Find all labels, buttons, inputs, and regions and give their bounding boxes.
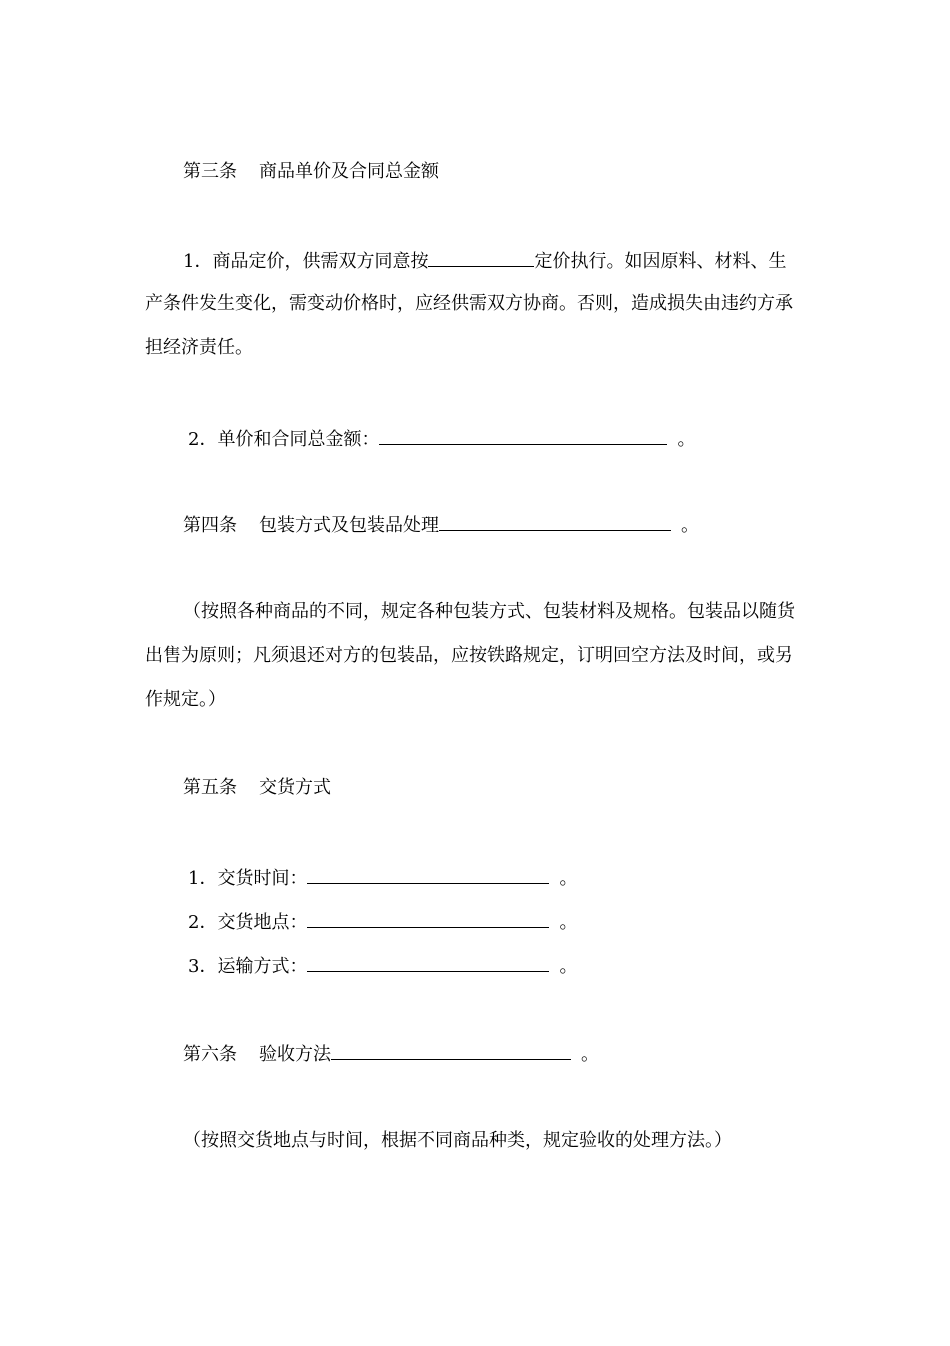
article4-heading: 第四条 包装方式及包装品处理 。 [183,512,699,536]
acceptance-method-field[interactable] [331,1041,571,1060]
article4-note-line1: （按照各种商品的不同，规定各种包装方式、包装材料及规格。包装品以随货 [183,601,795,622]
article5-item-delivery-time: 1．交货时间： 。 [188,865,577,889]
article3-heading-title: 商品单价及合同总金额 [259,161,439,182]
article6-heading-number: 第六条 [183,1044,237,1065]
article3-p2: 2．单价和合同总金额： 。 [188,426,695,450]
article6-note: （按照交货地点与时间，根据不同商品种类，规定验收的处理方法。） [183,1130,732,1151]
delivery-time-field[interactable] [307,865,549,884]
article3-p2-label: 单价和合同总金额： [217,429,380,450]
article5-item-delivery-place: 2．交货地点： 。 [188,909,577,933]
article3-p1-number: 1． [183,251,213,272]
article5-heading-title: 交货方式 [259,777,331,798]
article3-heading [183,160,439,184]
article3-heading-number: 第三条 [183,161,237,182]
article6-heading: 第六条 验收方法 。 [183,1041,599,1065]
unit-price-total-field[interactable] [379,426,667,445]
article6-heading-title: 验收方法 [259,1044,331,1065]
article5-heading [183,776,331,800]
article4-heading-title: 包装方式及包装品处理 [259,515,439,536]
price-basis-field[interactable] [428,248,534,267]
transport-method-field[interactable] [307,953,549,972]
delivery-place-field[interactable] [307,909,549,928]
article5-item-transport-method: 3．运输方式： 。 [188,953,577,977]
article4-note-line2: 出售为原则；凡须退还对方的包装品，应按铁路规定，订明回空方法及时间，或另 [145,645,793,666]
article3-p1-line1: 1．商品定价，供需双方同意按 定价执行。如因原料、材料、生 [183,248,786,272]
article4-heading-number: 第四条 [183,515,237,536]
article4-note-line3: 作规定。） [145,689,226,710]
article3-p1-line2: 产条件发生变化，需变动价格时，应经供需双方协商。否则，造成损失由违约方承 [145,293,793,314]
article5-heading-number: 第五条 [183,777,237,798]
article3-p1-line3: 担经济责任。 [145,337,253,358]
article3-p2-number: 2． [188,429,218,450]
packaging-field[interactable] [439,512,671,531]
